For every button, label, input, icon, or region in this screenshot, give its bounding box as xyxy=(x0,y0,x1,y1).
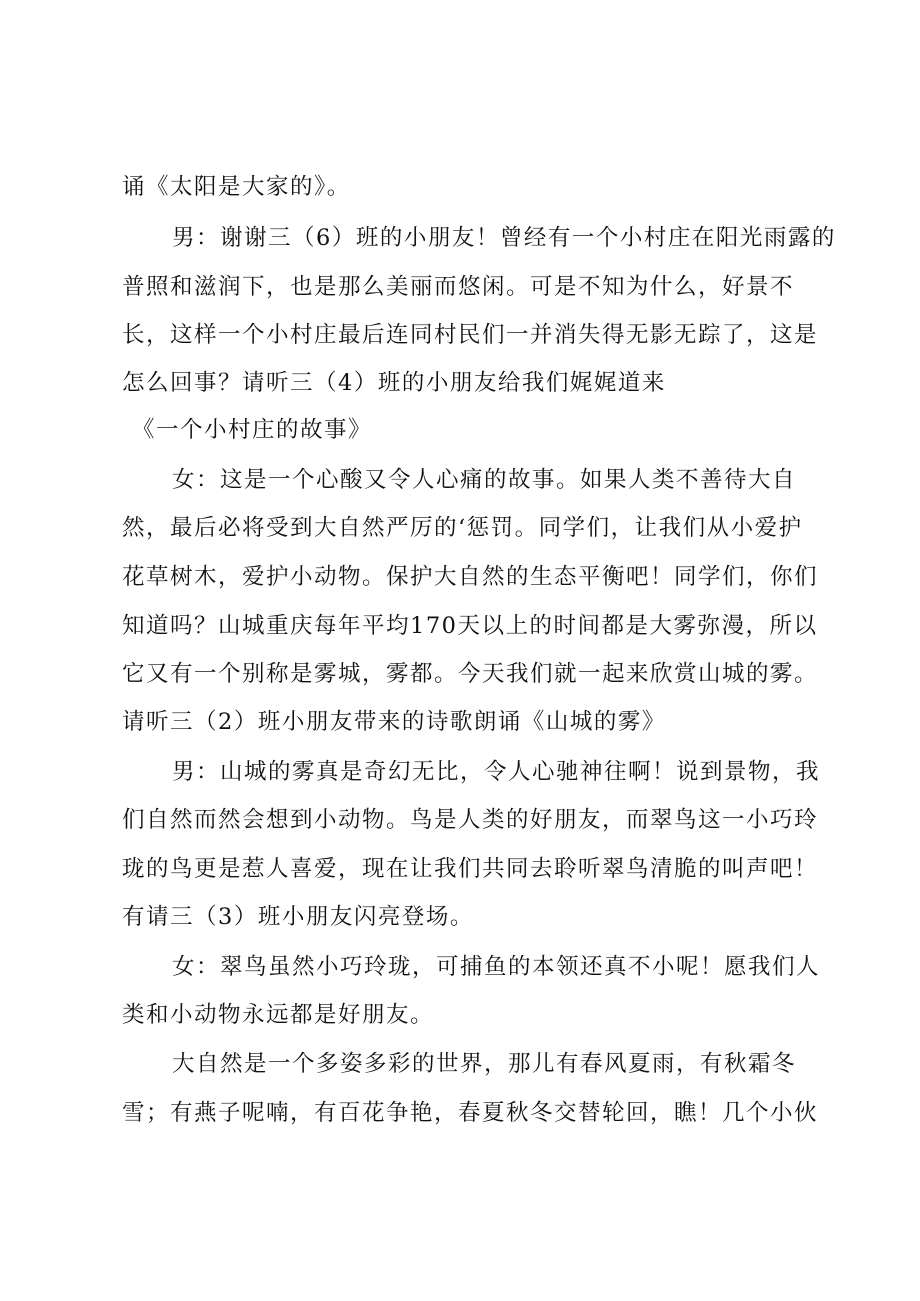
text-line: 大自然是一个多姿多彩的世界，那儿有春风夏雨，有秋霜冬 xyxy=(172,1051,797,1077)
text-line: 花草树木，爱护小动物。保护大自然的生态平衡吧！同学们，你们 xyxy=(122,564,819,590)
text-line: 男：山城的雾真是奇幻无比，令人心驰神往啊！说到景物，我 xyxy=(172,759,821,785)
text-line: 有请三（3）班小朋友闪亮登场。 xyxy=(122,904,474,930)
text-line: 普照和滋润下，也是那么美丽而悠闲。可是不知为什么，好景不 xyxy=(122,274,795,300)
text-line: 然，最后必将受到大自然严厉的‘惩罚。同学们，让我们从小爱护 xyxy=(122,515,803,541)
text-line: 它又有一个别称是雾城，雾都。今天我们就一起来欣赏山城的雾。 xyxy=(122,661,819,687)
text-line: 们自然而然会想到小动物。鸟是人类的好朋友，而翠鸟这一小巧玲 xyxy=(122,807,819,833)
text-line: 女：翠鸟虽然小巧玲珑，可捕鱼的本领还真不小呢！愿我们人 xyxy=(172,954,821,980)
text-line: 珑的鸟更是惹人喜爱，现在让我们共同去聆听翠鸟清脆的叫声吧！ xyxy=(122,856,819,882)
text-line: 类和小动物永远都是好朋友。 xyxy=(122,1002,435,1028)
text-line: 雪；有燕子呢喃，有百花争艳，春夏秋冬交替轮回，瞧！几个小伙 xyxy=(122,1100,819,1126)
text-line: 请听三（2）班小朋友带来的诗歌朗诵《山城的雾》 xyxy=(122,709,666,735)
text-line: 长，这样一个小村庄最后连同村民们一并消失得无影无踪了，这是 xyxy=(122,322,819,348)
text-line: 怎么回事？请听三（4）班的小朋友给我们娓娓道来 xyxy=(122,370,666,396)
text-line: 男：谢谢三（6）班的小朋友！曾经有一个小村庄在阳光雨露的 xyxy=(172,225,836,251)
text-line: 知道吗？山城重庆每年平均170天以上的时间都是大雾弥漫，所以 xyxy=(122,613,818,639)
text-line: 女：这是一个心酸又令人心痛的故事。如果人类不善待大自 xyxy=(172,467,797,493)
text-line: 《一个小村庄的故事》 xyxy=(132,417,373,443)
text-line: 诵《太阳是大家的》。 xyxy=(122,174,351,200)
